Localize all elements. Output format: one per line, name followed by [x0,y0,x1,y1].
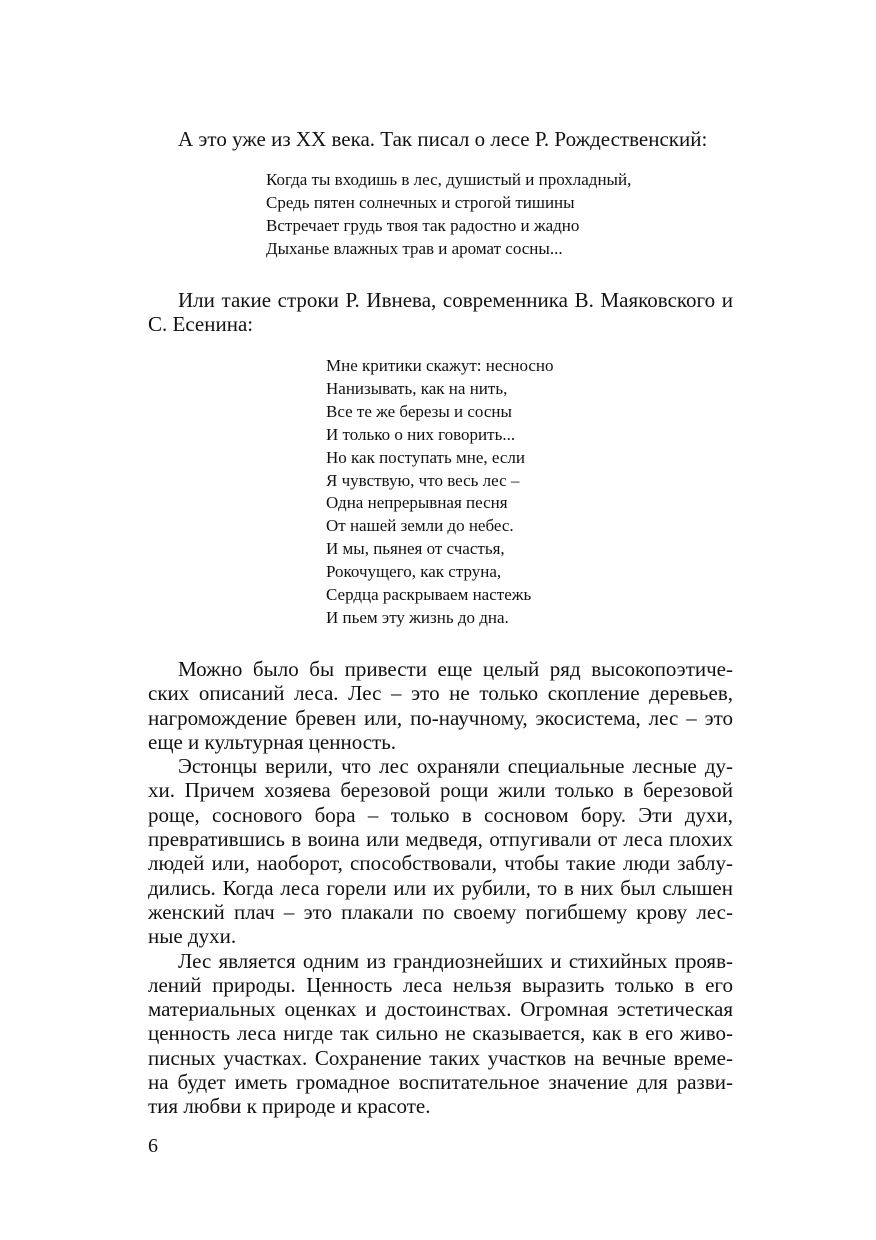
verse-line: И мы, пьянея от счастья, [326,539,505,559]
intro-paragraph-rozhdestvensky: А это уже из XX века. Так писал о лесе Р. Рождественский: [178,127,708,151]
verse-line: И только о них говорить... [326,424,516,444]
intro-paragraph-ivnev: Или такие строки Р. Ивнева, современника В. Маяковского и С. Есенина: [148,288,733,337]
text-line: дились. Когда леса горели или их рубили, то в них был слышен [148,875,733,900]
text-line: Можно было бы привести еще целый ряд высокопоэтиче- [178,657,733,681]
verse-line: Средь пятен солнечных и строгой тишины [266,192,575,212]
poem-ivnev [326,355,554,630]
body-text [148,657,733,1119]
verse-line: От нашей земли до небес. [326,516,514,536]
text-line: писных участках. Сохранение таких участков на вечные време- [148,1045,733,1070]
verse-line: Я чувствую, что весь лес – [326,470,520,490]
text-line: женский плач – это плакали по своему погибшему крову лес- [148,899,733,924]
text-line: людей или, наоборот, способствовали, чтобы такие люди заблу- [148,851,733,876]
verse-line: Нанизывать, как на нить, [326,378,508,398]
verse-line: Сердца раскрываем настежь [326,585,532,605]
page-number: 6 [148,1135,158,1157]
verse-line: Встречает грудь твоя так радостно и жадно [266,215,580,235]
text-line: роще, соснового бора – только в сосновом бору. Эти духи, [148,802,733,827]
poem-rozhdestvensky [266,169,631,261]
text-line: превратившись в воина или медведя, отпугивали от леса плохих [148,827,733,852]
verse-line: Дыханье влажных трав и аромат сосны... [266,238,563,258]
text-line: на будет иметь громадное воспитательное значение для разви- [148,1070,733,1095]
verse-line: Рокочущего, как струна, [326,562,502,582]
text-line: ских описаний леса. Лес – это не только скопление деревьев, [148,681,733,706]
text-line: Лес является одним из грандиознейших и стихийных прояв- [178,948,733,973]
text-line: ные духи. [148,924,237,949]
text-line: материальных оценках и достоинствах. Огромная эстетическая [148,997,733,1022]
verse-line: Все те же березы и сосны [326,401,512,421]
verse-line: И пьем эту жизнь до дна. [326,607,509,627]
text-line: нагромождение бревен или, по-научному, экосистема, лес – это [148,705,733,730]
verse-line: Одна непрерывная песня [326,493,508,513]
text-line: лений природы. Ценность леса нельзя выразить только в его [148,972,733,997]
text-line: Эстонцы верили, что лес охраняли специальные лесные ду- [178,754,733,779]
verse-line: Мне критики скажут: несносно [326,356,554,375]
verse-line: Но как поступать мне, если [326,447,525,467]
text-line: хи. Причем хозяева березовой рощи жили только в березовой [148,778,733,803]
text-line: ценность леса нигде так сильно не сказывается, как в его живо- [148,1021,733,1046]
verse-line: Когда ты входишь в лес, душистый и прохладный, [266,170,632,189]
text-line: еще и культурная ценность. [148,729,397,754]
text-line: тия любви к природе и красоте. [148,1094,431,1119]
